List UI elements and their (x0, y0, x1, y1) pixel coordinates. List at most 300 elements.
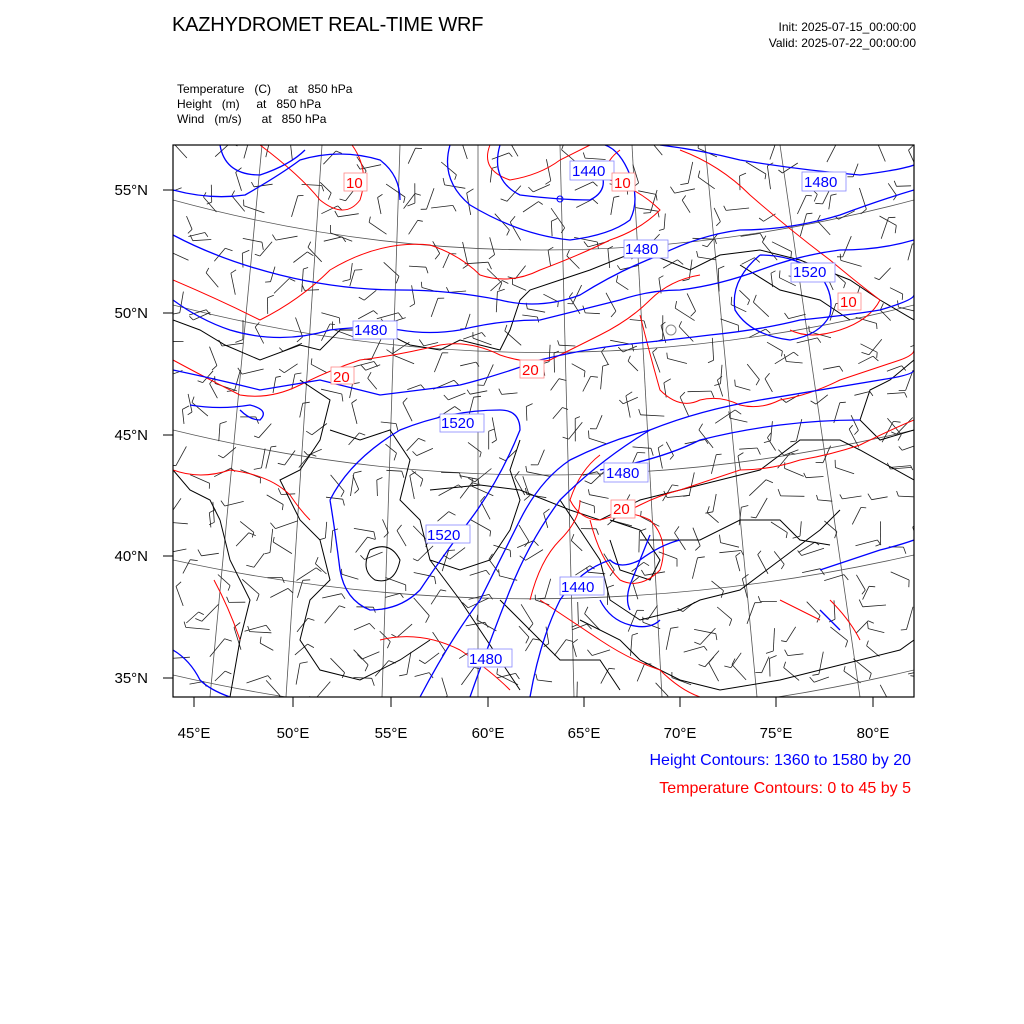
wind-barb (250, 632, 272, 633)
temperature-label: 20 (522, 362, 539, 379)
wind-barb (533, 185, 550, 192)
wind-barb (293, 252, 307, 263)
wind-barb (736, 556, 740, 571)
wind-barb (326, 497, 343, 499)
wind-barb (215, 384, 237, 391)
wind-barb-flag (736, 553, 741, 556)
wind-barb (215, 671, 225, 681)
wind-barb-flag (861, 507, 866, 508)
wind-barb-flag (482, 333, 486, 337)
wind-barb-flag (593, 199, 598, 204)
wind-barb-flag (369, 217, 370, 223)
wind-barb-flag (584, 242, 588, 247)
wind-barb-flag (255, 254, 260, 256)
wind-barb (843, 236, 852, 257)
wind-barb (173, 498, 181, 510)
wind-barb-flag (551, 218, 557, 221)
wind-barb-flag (649, 134, 652, 139)
country-borders (173, 250, 914, 697)
wind-barb (601, 668, 609, 683)
wind-barb-flag (462, 139, 467, 143)
wind-barb-flag (225, 248, 232, 251)
wind-barb (350, 263, 352, 279)
wind-barb (412, 285, 415, 304)
wind-barb (192, 402, 208, 416)
wind-barb-flag (596, 529, 598, 535)
wind-barb-flag (735, 410, 741, 414)
wind-barb-flag (898, 435, 901, 441)
wind-barb-flag (419, 660, 425, 664)
wind-barb-flag (342, 594, 345, 599)
wind-barb-flag (904, 547, 906, 554)
wind-barb-flag (339, 606, 345, 608)
wind-barb (176, 586, 183, 606)
wind-barb (325, 522, 326, 538)
wind-barb (578, 602, 579, 624)
wind-barb-flag (609, 668, 615, 669)
wind-barb-flag (922, 412, 926, 416)
wind-barb-flag (760, 233, 764, 240)
wind-barb-flag (591, 376, 598, 377)
wind-barb (247, 676, 268, 683)
wind-barb-flag (435, 577, 436, 584)
wind-barb (917, 209, 932, 215)
wind-barb (218, 575, 230, 586)
wind-barb-flag (562, 408, 568, 410)
wind-barb-flag (343, 280, 351, 282)
wind-barb (786, 362, 802, 364)
wind-barb-flag (583, 153, 585, 159)
wind-barb-flag (697, 251, 698, 257)
wind-barb (559, 345, 575, 346)
wind-barb-flag (282, 505, 283, 511)
wind-barb (460, 362, 476, 366)
wind-barb (890, 288, 903, 294)
wind-barb (515, 477, 525, 495)
wind-barb-flag (474, 396, 481, 397)
valid-time: Valid: 2025-07-22_00:00:00 (768, 36, 916, 50)
wind-barb (331, 658, 345, 673)
wind-barb-flag (544, 362, 549, 364)
wind-barb-flag (840, 402, 846, 403)
wind-barb (802, 569, 820, 573)
wind-barb-flag (716, 222, 720, 226)
wind-barb-flag (387, 642, 390, 649)
wind-barb (331, 475, 345, 491)
wind-barb (773, 628, 774, 651)
wind-barb-flag (492, 440, 497, 443)
wind-barb-flag (403, 398, 407, 403)
wind-barb-flag (212, 366, 217, 371)
wind-barb-flag (720, 535, 721, 543)
wind-barb-flag (741, 506, 748, 508)
wind-barb-flag (502, 281, 508, 284)
wind-barb (386, 444, 397, 453)
wind-barb (543, 294, 558, 302)
wind-barb-flag (545, 181, 550, 185)
wind-barb-flag (192, 397, 194, 403)
wind-barb (438, 512, 449, 522)
wind-barb (538, 450, 544, 465)
meridian-lines (210, 145, 860, 697)
wind-barb (527, 472, 550, 477)
wind-barb (296, 318, 303, 337)
wind-barb (551, 221, 552, 236)
wind-barb (771, 522, 787, 533)
wind-barb (889, 466, 910, 468)
wind-barb-flag (877, 323, 878, 329)
wind-barb-flag (670, 187, 674, 193)
wind-barb-flag (756, 380, 759, 386)
wind-barb (829, 195, 831, 209)
wind-barb-flag (868, 494, 872, 500)
wind-barb-flag (919, 562, 925, 564)
wind-barb-flag (510, 216, 515, 222)
wind-barb-flag (675, 526, 680, 532)
wind-barb (717, 607, 732, 619)
wind-barb (719, 551, 741, 553)
wind-barb (772, 242, 792, 252)
wind-barb (281, 494, 295, 495)
wind-barb (692, 558, 697, 579)
wind-barb (519, 525, 529, 541)
field-height: Height (m) at 850 hPa (177, 97, 322, 111)
wind-barb-flag (664, 379, 671, 383)
wind-barb (712, 338, 713, 360)
wind-barb-flag (844, 283, 846, 288)
wind-barb (546, 159, 550, 181)
wind-barb (589, 495, 608, 499)
wind-barb (709, 663, 719, 681)
wind-barb-flag (639, 409, 641, 415)
wind-barb (244, 206, 265, 213)
wind-barb (835, 468, 854, 474)
wind-barb-flag (426, 616, 430, 623)
wind-barb (732, 665, 746, 680)
lon-label: 65°E (567, 725, 601, 742)
wind-barb (354, 623, 369, 630)
wind-barb-flag (651, 448, 653, 455)
wind-barb (407, 438, 419, 450)
wind-barb-flag (616, 275, 617, 282)
wind-barb-flag (585, 481, 592, 484)
wind-barb (658, 448, 662, 469)
wind-barb (463, 333, 482, 340)
wind-barb-flag (526, 466, 527, 472)
wind-barb (425, 653, 439, 664)
wind-barb (487, 269, 502, 283)
wind-barb (292, 196, 298, 217)
wind-barb (611, 197, 614, 215)
wind-barb (902, 445, 918, 451)
wind-barb (649, 139, 662, 155)
wind-barb-flag (266, 625, 270, 631)
wind-barb-flag (702, 245, 707, 247)
wind-barb-flag (268, 676, 271, 680)
wind-barb-flag (809, 326, 810, 332)
wind-barb-flag (359, 433, 365, 435)
wind-barb-flag (398, 313, 402, 319)
wind-barb (274, 279, 289, 294)
wind-barb (721, 365, 723, 384)
wind-barb (770, 659, 771, 677)
wind-barb-flag (273, 537, 274, 542)
wind-barb (322, 594, 341, 598)
wind-barb (412, 470, 423, 479)
wind-barb (571, 541, 582, 551)
wind-barb (225, 501, 244, 506)
wind-barb (688, 391, 712, 392)
wind-barb (331, 233, 353, 241)
chart-title: KAZHYDROMET REAL-TIME WRF (172, 14, 484, 36)
wind-barb-flag (791, 252, 792, 258)
wind-barb-flag (935, 628, 938, 633)
wind-barb-flag (410, 472, 416, 476)
wind-barb (735, 386, 750, 390)
wind-barb-flag (248, 626, 250, 632)
wind-barb-flag (511, 140, 515, 145)
lon-label: 70°E (663, 725, 697, 742)
init-time: Init: 2025-07-15_00:00:00 (778, 20, 916, 34)
wind-barb-flag (704, 646, 707, 650)
wind-barb (548, 250, 551, 266)
wind-barb-flag (672, 485, 678, 486)
wind-barb-flag (711, 391, 714, 398)
wind-barb-flag (262, 242, 263, 250)
wind-barb (623, 346, 637, 352)
wind-barb (659, 552, 677, 559)
wind-barb (351, 473, 354, 496)
wind-barb-flag (476, 362, 479, 366)
wind-barb-flag (695, 546, 700, 551)
wind-barb-flag (402, 471, 404, 478)
wind-barb (465, 314, 470, 329)
wind-barb-flag (235, 340, 243, 343)
wind-barb (471, 520, 491, 531)
wind-barb (296, 663, 300, 684)
wind-barb (887, 366, 902, 371)
wind-barb (802, 548, 824, 555)
wind-barb (407, 385, 421, 390)
wind-barb-flag (840, 495, 843, 499)
wind-barb-flag (905, 393, 907, 398)
wind-barb-flag (254, 468, 262, 470)
wind-barb (403, 403, 412, 422)
wind-barb (797, 338, 818, 343)
wind-barb-flag (731, 297, 732, 305)
wind-barb-flag (501, 199, 507, 201)
wind-barb-flag (644, 321, 646, 328)
wind-barb-flag (811, 401, 816, 404)
wind-barb (186, 612, 198, 623)
wind-barb (549, 345, 550, 362)
wind-barb-flag (618, 347, 623, 352)
wind-barb (409, 220, 418, 234)
wind-barb (375, 661, 389, 677)
lat-label: 35°N (114, 670, 148, 687)
wind-barb-flag (357, 164, 360, 169)
lon-label: 75°E (759, 725, 793, 742)
wind-barb-flag (426, 267, 428, 273)
wind-barb (182, 409, 184, 424)
wind-barb-flag (569, 704, 577, 707)
wind-barb (369, 222, 386, 234)
temperature-label: 10 (346, 175, 363, 192)
wind-barb-flag (441, 590, 447, 591)
wind-barb-flag (854, 430, 858, 434)
wind-barb (823, 366, 839, 369)
wind-barb (285, 451, 296, 466)
wind-barb-flag (242, 250, 249, 253)
wind-barb-flag (489, 255, 495, 259)
wind-barb-flag (254, 436, 259, 438)
wind-barb-flag (817, 495, 818, 500)
wind-barb (442, 678, 448, 696)
wind-barb (834, 600, 835, 619)
wind-barb-flag (781, 641, 786, 642)
wind-barb-flag (916, 507, 921, 509)
wind-barb-flag (575, 417, 580, 419)
wind-barb-flag (365, 665, 368, 671)
wind-barb-flag (675, 301, 676, 308)
wind-barb (331, 531, 333, 553)
wind-barb (377, 480, 378, 496)
wind-barb-flag (844, 666, 845, 671)
wind-barb-flag (238, 368, 242, 374)
wind-barb-flag (265, 553, 271, 554)
wind-barb-flag (343, 499, 345, 505)
wind-barb-flag (271, 134, 279, 135)
wind-barb (193, 312, 210, 320)
wind-barb-flag (455, 175, 457, 180)
wind-barb (916, 509, 917, 523)
height-contour-labels (353, 161, 846, 668)
wind-barb (872, 497, 888, 500)
wind-barb (767, 438, 775, 451)
wind-barb (914, 628, 935, 631)
wind-barb-flag (396, 276, 399, 283)
wind-barb-flag (270, 523, 275, 529)
wind-barb (353, 475, 359, 489)
wind-barb (450, 548, 465, 560)
wind-barb (460, 483, 472, 499)
wind-barb (592, 650, 610, 656)
wind-barb-flag (807, 213, 813, 214)
wind-barb (270, 588, 288, 597)
wind-barb-flag (272, 235, 275, 241)
wind-barb-flag (328, 193, 331, 200)
wind-barb (176, 446, 187, 465)
wind-barb-flag (661, 322, 665, 325)
wind-barb-flag (206, 268, 209, 273)
wind-barb (580, 501, 594, 506)
wind-barb-flag (810, 677, 814, 682)
wind-barb (765, 379, 772, 392)
wind-barb (385, 578, 405, 585)
wind-barb (880, 685, 889, 701)
wind-barb-flag (641, 570, 644, 575)
wind-barb (259, 424, 272, 438)
wind-barb-flag (724, 206, 726, 211)
wind-barb (849, 429, 859, 447)
wind-barb (356, 537, 368, 552)
wind-barb-flag (902, 294, 903, 300)
wind-barb (321, 313, 339, 318)
wind-barb (636, 208, 658, 212)
wind-barb-flag (304, 451, 308, 455)
field-temperature: Temperature (C) at 850 hPa (177, 82, 353, 96)
wind-barb-flag (608, 585, 614, 587)
wind-barb-flag (311, 358, 312, 364)
wind-barb (856, 540, 878, 546)
wind-barb (354, 528, 374, 531)
wind-barb-flag (765, 174, 766, 179)
wind-barb (908, 244, 912, 260)
wind-barb-flag (873, 356, 878, 361)
wind-barb (231, 273, 235, 295)
wind-barb (807, 602, 820, 616)
wind-barb-flag (227, 597, 229, 603)
wind-barb-flag (748, 300, 750, 305)
wind-barb (206, 273, 218, 287)
wind-barb-flag (308, 644, 314, 648)
wind-barb (427, 188, 435, 209)
wind-barb (684, 646, 704, 652)
wind-barb (842, 496, 861, 499)
wind-barb-flag (319, 538, 325, 540)
wind-barb-flag (534, 541, 539, 546)
wind-barb (368, 378, 377, 389)
wind-barb (771, 421, 773, 441)
wind-barb (897, 418, 913, 435)
wind-barb (414, 598, 430, 616)
wind-barb-flag (867, 641, 869, 646)
wind-barb (879, 268, 890, 280)
wind-barb (917, 221, 923, 235)
wind-barb-flag (895, 225, 896, 233)
wind-barb-flag (659, 229, 664, 231)
wind-barb (693, 238, 715, 239)
wind-barb-flag (167, 337, 169, 342)
wind-barb (758, 555, 768, 574)
wind-barb (567, 256, 580, 269)
wind-barb (577, 682, 578, 705)
wind-barb-flag (566, 640, 573, 642)
wind-barb (721, 543, 740, 548)
wind-barb-flag (248, 142, 255, 143)
wind-barb-flag (378, 194, 383, 197)
wind-barb-flag (738, 453, 743, 456)
wind-barb (364, 290, 376, 300)
wind-barb (720, 319, 738, 325)
wind-barb (431, 298, 438, 317)
wind-barb-flag (339, 318, 340, 324)
wind-barb (545, 579, 551, 598)
height-label: 1440 (561, 579, 595, 596)
wind-barb-flag (528, 187, 533, 192)
wind-barb (680, 397, 688, 416)
wind-barb (700, 628, 715, 644)
wind-barb-flag (190, 316, 194, 320)
wind-barb (386, 470, 401, 471)
wind-barb (312, 424, 327, 435)
wind-barb-flag (928, 678, 929, 684)
wind-barb (602, 352, 609, 365)
wind-barb-flag (288, 588, 293, 593)
wind-barb (193, 240, 212, 241)
wind-barb-flag (544, 509, 550, 513)
wind-barb (188, 394, 192, 412)
